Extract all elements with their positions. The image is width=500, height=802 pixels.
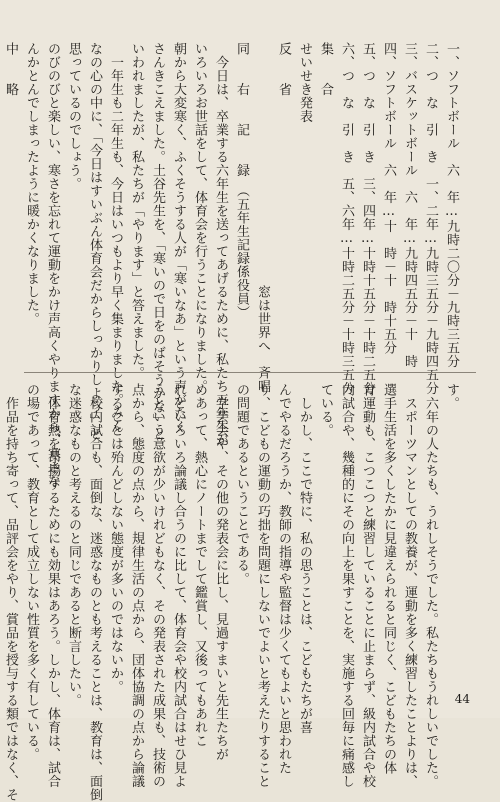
text-column: 学芸会や、その他の発表会に比し、見過すまいと先生たちが <box>213 383 228 761</box>
text-column: の場であって、教育として成立しない性質を多く有している。 <box>24 383 39 761</box>
text-column: 六年の人たちも、うれしそうでした。私たちもうれしいでした。 <box>423 383 438 788</box>
text-column: 内試合や、幾種的にその向上を果すことを、実施する回毎に痛感し <box>339 383 354 788</box>
text-column: 選手生活を多くしたかに見違えられると同じく、こどもたちの体 <box>381 383 396 775</box>
text-column: す。 <box>444 383 459 410</box>
text-column: 作品を持ち寄って、品評会をやり、賞品を授与する類ではなく、そ <box>3 383 18 802</box>
text-column: 六、つ な 引 き 五、六年…十時二五分－十時三五分 <box>339 42 354 395</box>
text-column: 思っているのでしょう。 <box>66 42 81 191</box>
text-column: 同 右 記 録 （五年生記録係役員） <box>234 42 249 319</box>
text-column: 中 略 <box>3 42 18 96</box>
text-column: り、こどもの運動の巧拙を問題にしないでよいと考えたりすること <box>255 383 270 788</box>
text-column: んでやるだろうか、教師の指導や監督は少くてもよいと思われた <box>276 383 291 775</box>
text-column: 集 合 <box>318 42 333 96</box>
text-column: んかとんでしまったように暖かくなりました。 <box>24 42 39 326</box>
text-column: 五、つ な 引 き 三、四年…十時十五分－十時二五分 <box>360 42 375 395</box>
text-column: なの心の中に、「今日はすいぶん体育会だからしっかりしよう」と <box>87 42 102 441</box>
text-column: いろいろお世話をして、体育会を行うことになりました。 <box>192 42 207 393</box>
text-column: 三、バスケットボール 六 年…九時四五分－十 時 <box>402 42 417 368</box>
text-column: 校内試合も、面倒な、迷惑なものとも考えることは、教育は、面倒 <box>87 383 102 802</box>
text-column: ている。 <box>318 383 333 437</box>
text-column: 一、ソフトボール 六 年…九時二〇分－九時三五分 <box>444 42 459 368</box>
text-column: せいせき発表 <box>297 42 312 123</box>
text-column: 点から、態度の点から、規律生活の点から、団体協調の点から論議 <box>129 383 144 788</box>
text-column: することは殆んどしない態度が多いのではないか。 <box>108 383 123 694</box>
text-column: 窓は世界へ 斉唱 <box>255 42 270 393</box>
text-column: 今日は、卒業する六年生を送ってあげるために、私たち五年生が <box>213 42 228 447</box>
text-column: めあって、熱心にノートまでして鑑賞し、又後ってもあれこ <box>192 383 207 748</box>
text-column: 朝から大変寒く、ふくそうする人が「寒いなあ」という声がたく <box>171 42 186 434</box>
text-column: 四、ソフトボール 六 年…十 時－十 時十五分 <box>381 42 396 355</box>
text-column: いわれましたが、私たちが「やります」と答えました。 <box>129 42 144 380</box>
text-column: れといろいろ論議し合うのに比して、体育会や校内試合はせひ見よ <box>171 383 186 788</box>
text-column: 反 省 <box>276 42 291 96</box>
text-column: 体育熱を昂揚するためにも効果はあろう。しかし、体育は、試合 <box>45 383 60 788</box>
text-column: しかし、ここで特に、私の思うことは、こどもたちが喜 <box>297 383 312 734</box>
text-column: 育運動も、こつこつと練習していることに止まらず、級内試合や校 <box>360 383 375 788</box>
text-column: 二、つ な 引 き 一、二年…九時三五分－九時四五分 <box>423 42 438 395</box>
text-column: スポーツマンとしての教養が、運動を多く練習したことよりは、 <box>402 383 417 788</box>
page-number: 44 <box>454 692 470 706</box>
text-column: さんきこえました。土谷先生を、「寒いので日をのばそうかな」と <box>150 42 165 441</box>
text-column: の問題であるということである。 <box>234 383 249 586</box>
text-column: な迷惑なものと考えるのと同じであると断言したい。 <box>66 383 81 707</box>
text-column: うという意欲が少いけれどもなく、その発表された成果も、技術の <box>150 383 165 788</box>
text-column: のびのびと楽しい、寒さを忘れて運動をかけ声高くやりますから、寒さな <box>45 42 60 488</box>
text-column: 一年生も二年生も、今日はいつもより早く集まりました。みん <box>108 42 123 434</box>
section-divider <box>24 372 476 373</box>
